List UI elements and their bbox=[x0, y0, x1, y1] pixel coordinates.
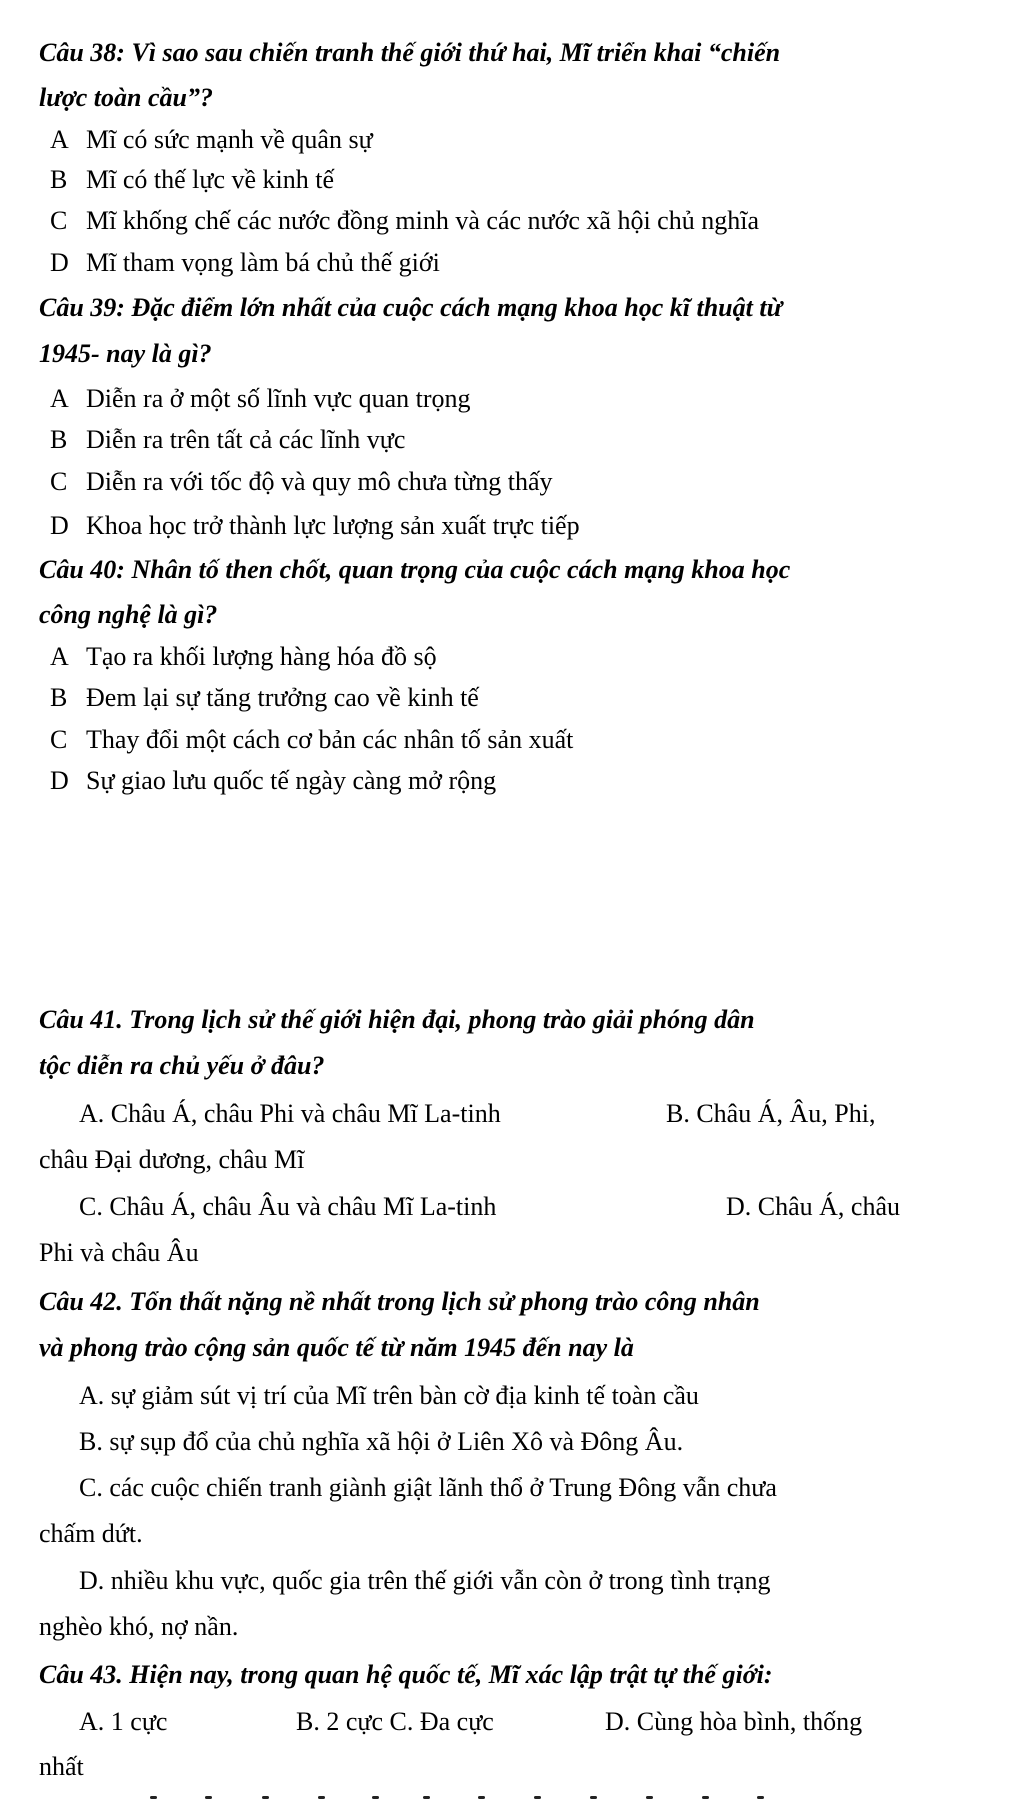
q43-option-d: D. Cùng hòa bình, thống bbox=[605, 1707, 863, 1736]
q43-title: Câu 43. Hiện nay, trong quan hệ quốc tế, Mĩ xác lập trật tự thế giới: bbox=[39, 1660, 773, 1689]
option-letter: B bbox=[50, 683, 68, 712]
q39-option-c bbox=[50, 466, 553, 498]
q39-option-b bbox=[50, 424, 405, 456]
q38-option-a bbox=[50, 124, 373, 156]
q41-option-b-continued: châu Đại dương, châu Mĩ bbox=[39, 1145, 305, 1174]
option-letter: B bbox=[50, 425, 68, 454]
q41-option-a: A. Châu Á, châu Phi và châu Mĩ La-tinh bbox=[79, 1099, 501, 1128]
option-letter: C bbox=[50, 467, 68, 496]
option-letter: C bbox=[50, 206, 68, 235]
q40-option-a bbox=[50, 641, 437, 673]
option-letter: A bbox=[50, 125, 69, 154]
q39-option-d bbox=[50, 510, 580, 542]
option-letter: D bbox=[50, 511, 69, 540]
option-letter: A bbox=[50, 384, 69, 413]
q42-title-line1: Câu 42. Tổn thất nặng nề nhất trong lịch sử phong trào công nhân bbox=[39, 1287, 760, 1316]
q42-option-a: A. sự giảm sút vị trí của Mĩ trên bàn cờ địa kinh tế toàn cầu bbox=[79, 1381, 699, 1410]
option-text: Diễn ra trên tất cả các lĩnh vực bbox=[86, 425, 406, 454]
option-letter: D bbox=[50, 766, 69, 795]
q43-option-d-continued: nhất bbox=[39, 1752, 84, 1781]
q38-title-line1: Câu 38: Vì sao sau chiến tranh thế giới thứ hai, Mĩ triển khai “chiến bbox=[39, 38, 781, 67]
q40-option-b bbox=[50, 682, 479, 714]
q42-option-b: B. sự sụp đổ của chủ nghĩa xã hội ở Liên Xô và Đông Âu. bbox=[79, 1427, 684, 1456]
q43-option-b-c: B. 2 cực C. Đa cực bbox=[296, 1707, 494, 1736]
option-text: Mĩ tham vọng làm bá chủ thế giới bbox=[86, 248, 440, 277]
q42-option-d-line2: nghèo khó, nợ nần. bbox=[39, 1612, 239, 1641]
option-text: Mĩ có sức mạnh về quân sự bbox=[86, 125, 373, 154]
option-letter: D bbox=[50, 248, 69, 277]
q41-option-d: D. Châu Á, châu bbox=[726, 1192, 901, 1221]
q40-option-d bbox=[50, 765, 496, 797]
q39-option-a bbox=[50, 383, 471, 415]
q40-title-line2: công nghệ là gì? bbox=[39, 600, 218, 629]
option-letter: B bbox=[50, 165, 68, 194]
q42-title-line2: và phong trào cộng sản quốc tế từ năm 1945 đến nay là bbox=[39, 1333, 634, 1362]
cropped-next-line bbox=[0, 1790, 1024, 1805]
option-text: Diễn ra với tốc độ và quy mô chưa từng thấy bbox=[86, 467, 553, 496]
option-text: Sự giao lưu quốc tế ngày càng mở rộng bbox=[86, 766, 497, 795]
q42-option-c-line1: C. các cuộc chiến tranh giành giật lãnh thổ ở Trung Đông vẫn chưa bbox=[79, 1473, 777, 1502]
option-text: Diễn ra ở một số lĩnh vực quan trọng bbox=[86, 384, 471, 413]
q41-title-line1: Câu 41. Trong lịch sử thế giới hiện đại, phong trào giải phóng dân bbox=[39, 1005, 755, 1034]
option-text: Đem lại sự tăng trưởng cao về kinh tế bbox=[86, 683, 479, 712]
option-text: Tạo ra khối lượng hàng hóa đồ sộ bbox=[86, 642, 437, 671]
q39-title-line1: Câu 39: Đặc điểm lớn nhất của cuộc cách mạng khoa học kĩ thuật từ bbox=[39, 293, 783, 322]
q41-option-c: C. Châu Á, châu Âu và châu Mĩ La-tinh bbox=[79, 1192, 497, 1221]
q42-option-c-line2: chấm dứt. bbox=[39, 1519, 143, 1548]
q38-title-line2: lược toàn cầu”? bbox=[39, 83, 213, 112]
q38-option-d bbox=[50, 247, 440, 279]
q38-option-c bbox=[50, 205, 759, 237]
q38-option-b bbox=[50, 164, 334, 196]
option-text: Mĩ có thế lực về kinh tế bbox=[86, 165, 335, 194]
option-text: Khoa học trở thành lực lượng sản xuất trực tiếp bbox=[86, 511, 580, 540]
option-letter: A bbox=[50, 642, 69, 671]
q42-option-d-line1: D. nhiều khu vực, quốc gia trên thế giới vẫn còn ở trong tình trạng bbox=[79, 1566, 771, 1595]
q39-title-line2: 1945- nay là gì? bbox=[39, 339, 212, 368]
q40-option-c bbox=[50, 724, 573, 756]
q43-option-a: A. 1 cực bbox=[79, 1707, 168, 1736]
q41-option-d-continued: Phi và châu Âu bbox=[39, 1238, 199, 1267]
option-text: Mĩ khống chế các nước đồng minh và các nước xã hội chủ nghĩa bbox=[86, 206, 759, 235]
q41-option-b: B. Châu Á, Âu, Phi, bbox=[666, 1099, 876, 1128]
q41-title-line2: tộc diễn ra chủ yếu ở đâu? bbox=[39, 1051, 325, 1080]
q40-title-line1: Câu 40: Nhân tố then chốt, quan trọng của cuộc cách mạng khoa học bbox=[39, 555, 791, 584]
option-letter: C bbox=[50, 725, 68, 754]
option-text: Thay đổi một cách cơ bản các nhân tố sản xuất bbox=[86, 725, 574, 754]
